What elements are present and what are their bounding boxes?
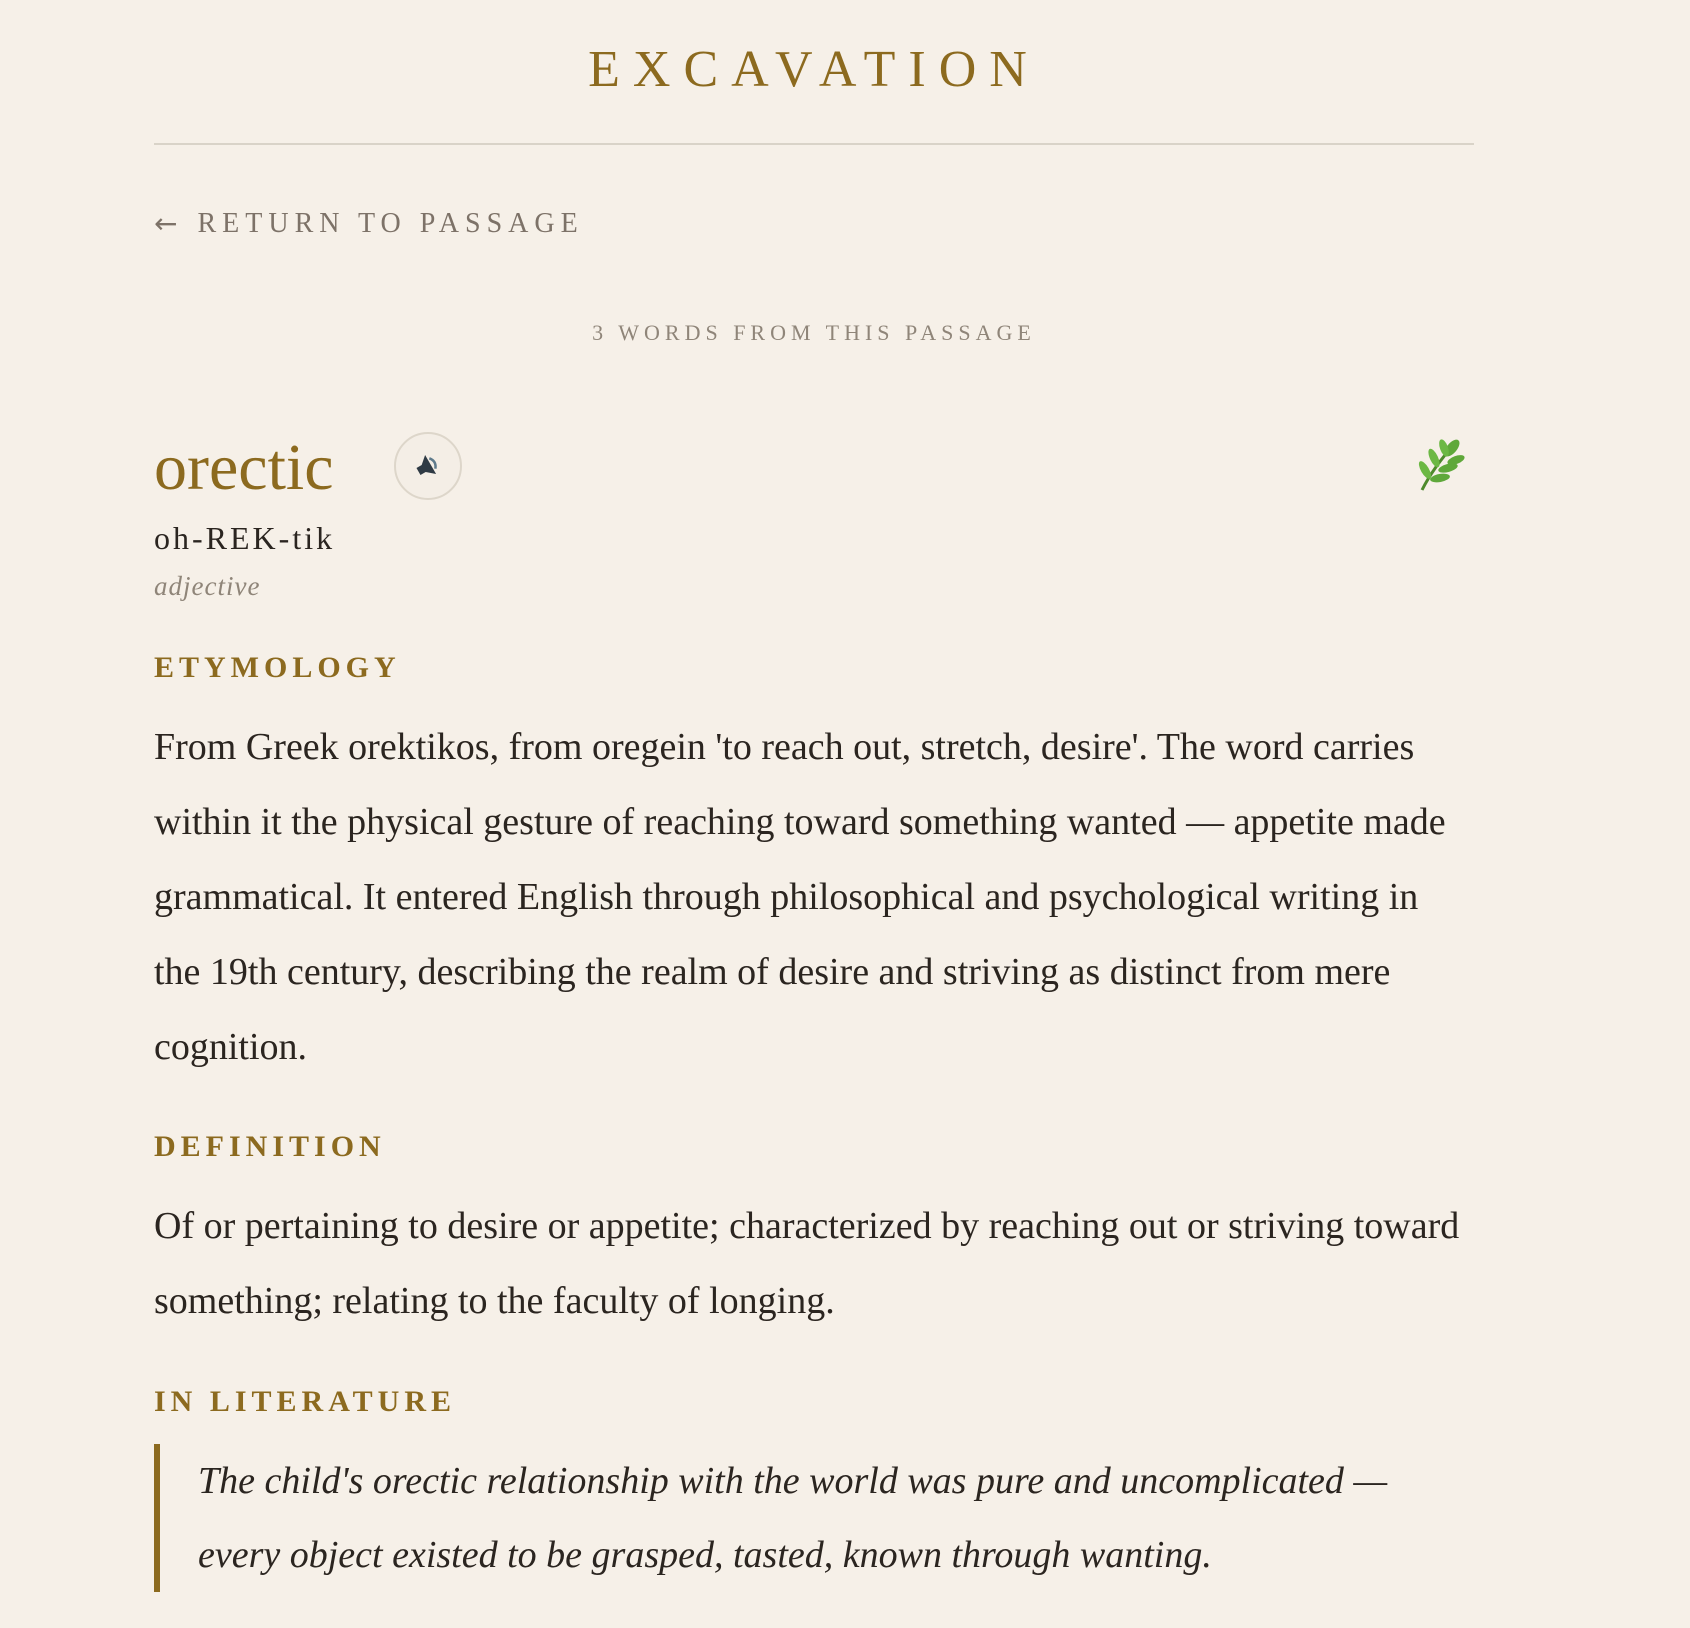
literature-quote: The child's orectic relationship with the world was pure and uncomplicated — every object existed to be grasped, tasted, known through wanting. <box>154 1444 1474 1592</box>
word-detail-page <box>154 0 1474 1576</box>
word-count-label: 3 WORDS FROM THIS PASSAGE <box>592 320 1036 345</box>
in-literature-heading: IN LITERATURE <box>154 1385 456 1418</box>
leaf-icon <box>1408 434 1468 494</box>
return-to-passage-link[interactable] <box>154 206 584 242</box>
return-to-passage-label: RETURN TO PASSAGE <box>197 208 584 239</box>
definition-heading: DEFINITION <box>154 1130 386 1163</box>
definition-text: Of or pertaining to desire or appetite; characterized by reaching out or striving toward something; relating to the faculty of longing. <box>154 1205 1460 1322</box>
header-divider <box>154 143 1474 145</box>
arrow-left-icon: ← <box>154 207 178 240</box>
headword-row <box>154 428 1474 508</box>
etymology-text: From Greek orektikos, from oregein 'to reach out, stretch, desire'. The word carries within it the physical gesture of reaching toward something wanted — appetite made grammatical. It entered English through philosophical and psychological writing in the 19th century, describing the realm of desire and striving as distinct from mere cognition. <box>154 726 1446 1068</box>
speaker-icon <box>412 450 444 482</box>
etymology-heading: ETYMOLOGY <box>154 651 401 684</box>
site-title[interactable]: EXCAVATION <box>588 41 1040 98</box>
part-of-speech: adjective <box>154 571 261 601</box>
play-pronunciation-button[interactable] <box>394 432 462 500</box>
pronunciation: oh-REK-tik <box>154 520 336 556</box>
headword: orectic <box>154 431 334 504</box>
